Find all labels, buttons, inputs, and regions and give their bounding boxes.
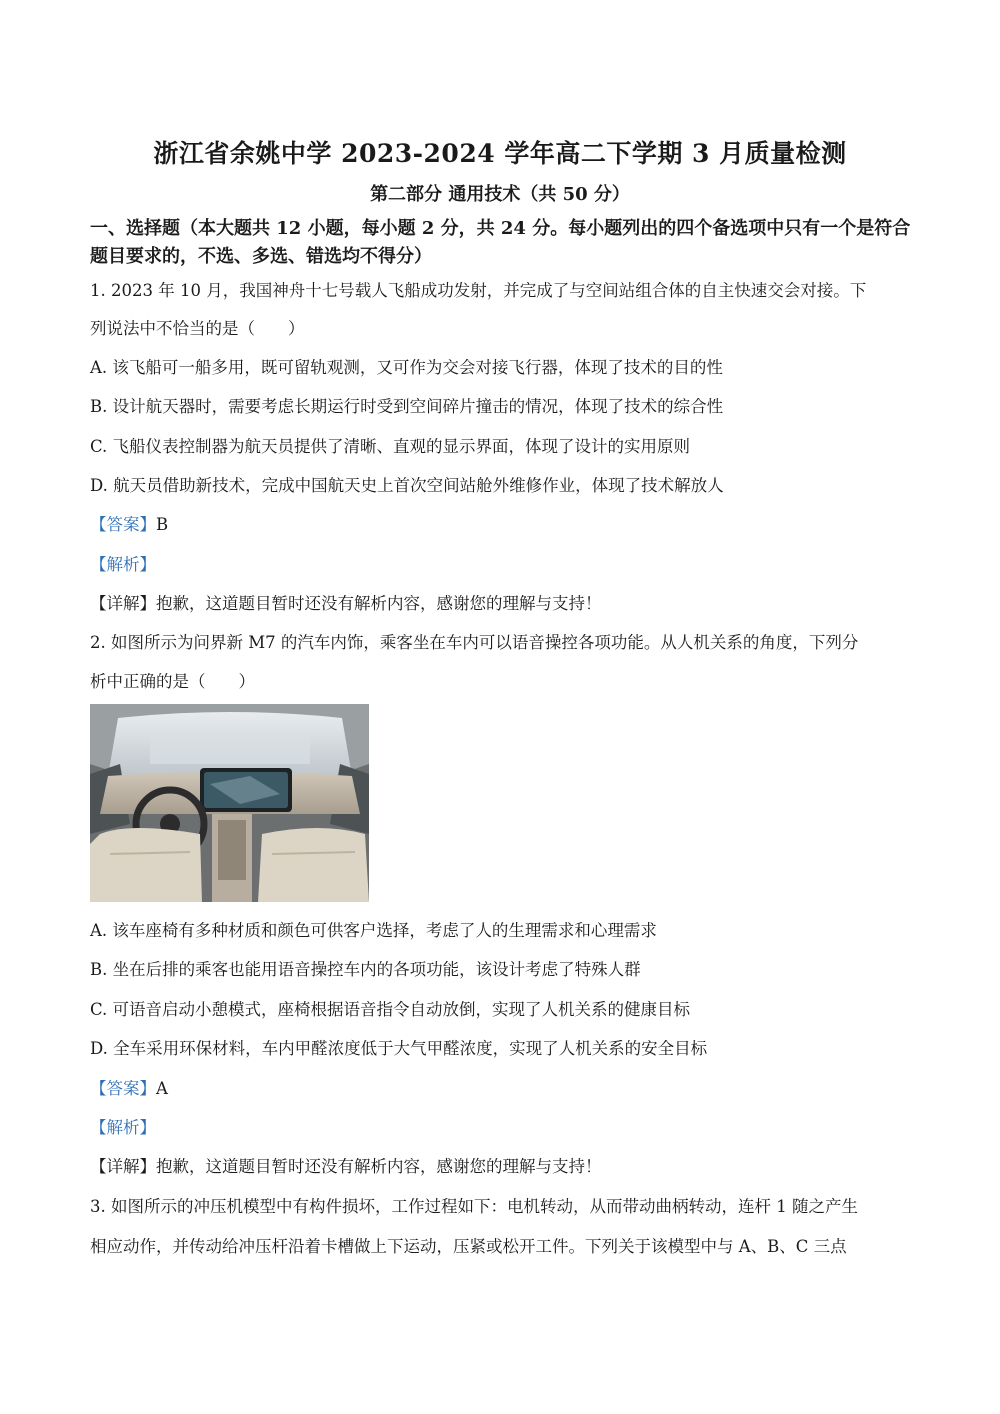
section-heading: 一、选择题（本大题共 12 小题，每小题 2 分，共 24 分。每小题列出的四个备选项中只有一个是符合题目要求的，不选、多选、错选均不得分） <box>90 218 911 267</box>
car-interior-illustration <box>90 704 369 902</box>
detail-text: 抱歉，这道题目暂时还没有解析内容，感谢您的理解与支持！ <box>156 594 602 613</box>
q2-option-c: C. 可语音启动小憩模式，座椅根据语音指令自动放倒，实现了人机关系的健康目标 <box>90 1000 691 1019</box>
q1-option-b: B. 设计航天器时，需要考虑长期运行时受到空间碎片撞击的情况，体现了技术的综合性 <box>90 397 724 416</box>
answer-value: B <box>156 515 169 534</box>
analysis-tag: 【解析】 <box>90 555 156 574</box>
q2-detail <box>90 1156 920 1178</box>
page-subtitle: 第二部分 通用技术（共 50 分） <box>370 184 630 205</box>
detail-tag: 【详解】 <box>90 594 156 613</box>
q2-stem-line2: 析中正确的是（ ） <box>90 672 255 691</box>
answer-tag: 【答案】 <box>90 1079 156 1098</box>
q1-analysis <box>90 554 920 576</box>
answer-value: A <box>156 1079 168 1098</box>
q1-stem-line2: 列说法中不恰当的是（ ） <box>90 319 305 338</box>
analysis-tag: 【解析】 <box>90 1118 156 1137</box>
q1-stem-line1: 1. 2023 年 10 月，我国神舟十七号载人飞船成功发射，并完成了与空间站组合体的自主快速交会对接。下 <box>90 281 867 300</box>
q1-option-d: D. 航天员借助新技术，完成中国航天史上首次空间站舱外维修作业，体现了技术解放人 <box>90 476 724 495</box>
q3-stem-line2: 相应动作，并传动给冲压杆沿着卡槽做上下运动，压紧或松开工件。下列关于该模型中与 A、B、C 三点 <box>90 1237 847 1256</box>
q2-analysis <box>90 1117 920 1139</box>
q2-option-d: D. 全车采用环保材料，车内甲醛浓度低于大气甲醛浓度，实现了人机关系的安全目标 <box>90 1039 708 1058</box>
detail-text: 抱歉，这道题目暂时还没有解析内容，感谢您的理解与支持！ <box>156 1157 602 1176</box>
car-interior-photo <box>90 704 369 902</box>
page-title: 浙江省余姚中学 2023-2024 学年高二下学期 3 月质量检测 <box>153 139 847 168</box>
q1-option-c: C. 飞船仪表控制器为航天员提供了清晰、直观的显示界面，体现了设计的实用原则 <box>90 437 691 456</box>
q2-option-b: B. 坐在后排的乘客也能用语音操控车内的各项功能，该设计考虑了特殊人群 <box>90 960 641 979</box>
q2-stem-line1: 2. 如图所示为问界新 M7 的汽车内饰，乘客坐在车内可以语音操控各项功能。从人机关系的角度，下列分 <box>90 633 859 652</box>
q1-option-a: A. 该飞船可一船多用，既可留轨观测，又可作为交会对接飞行器，体现了技术的目的性 <box>90 358 723 377</box>
q1-answer <box>90 514 920 536</box>
answer-tag: 【答案】 <box>90 515 156 534</box>
q1-detail <box>90 593 920 615</box>
q3-stem-line1: 3. 如图所示的冲压机模型中有构件损坏，工作过程如下：电机转动，从而带动曲柄转动，连杆 1 随之产生 <box>90 1197 858 1216</box>
q2-answer <box>90 1078 920 1100</box>
q2-option-a: A. 该车座椅有多种材质和颜色可供客户选择，考虑了人的生理需求和心理需求 <box>90 921 657 940</box>
detail-tag: 【详解】 <box>90 1157 156 1176</box>
